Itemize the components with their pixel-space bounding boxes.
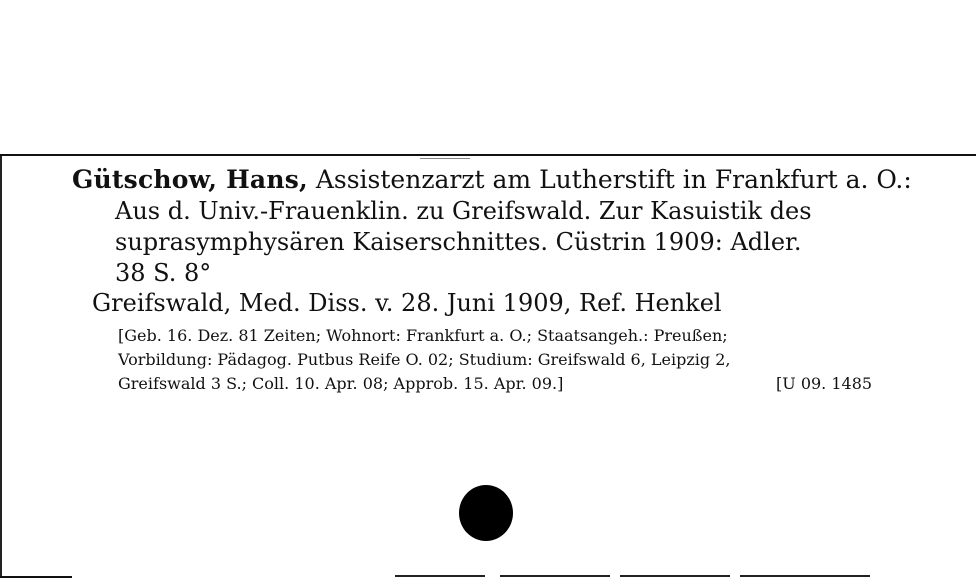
bottom-rule-segment (500, 575, 610, 577)
entry-line-1 (72, 167, 912, 192)
dissertation-line: Greifswald, Med. Diss. v. 28. Juni 1909, Ref. Henkel (92, 289, 722, 317)
top-rule-mark (420, 158, 470, 159)
bottom-rule-segment (740, 575, 870, 577)
left-card-edge (0, 156, 2, 576)
catalog-reference: [U 09. 1485 (776, 374, 873, 393)
entry-line-3: suprasymphysären Kaiserschnittes. Cüstrin 1909: Adler. (115, 228, 802, 256)
top-rule (0, 154, 976, 156)
entry-line-4: 38 S. 8° (115, 259, 212, 287)
entry-line-2: Aus d. Univ.-Frauenklin. zu Greifswald. Zur Kasuistik des (115, 197, 812, 225)
punch-hole (459, 485, 513, 541)
author-description: Assistenzarzt am Lutherstift in Frankfurt a. O.: (307, 165, 912, 194)
biographical-note-2: Vorbildung: Pädagog. Putbus Reife O. 02; Studium: Greifswald 6, Leipzig 2, (118, 350, 731, 369)
biographical-note-3: Greifswald 3 S.; Coll. 10. Apr. 08; Approb. 15. Apr. 09.] (118, 374, 564, 393)
author-name: Gütschow, Hans, (72, 165, 308, 194)
bottom-rule-segment (395, 575, 485, 577)
biographical-note-1: [Geb. 16. Dez. 81 Zeiten; Wohnort: Frankfurt a. O.; Staatsangeh.: Preußen; (118, 326, 728, 345)
bottom-rule (0, 576, 72, 578)
bottom-rule-segment (620, 575, 730, 577)
